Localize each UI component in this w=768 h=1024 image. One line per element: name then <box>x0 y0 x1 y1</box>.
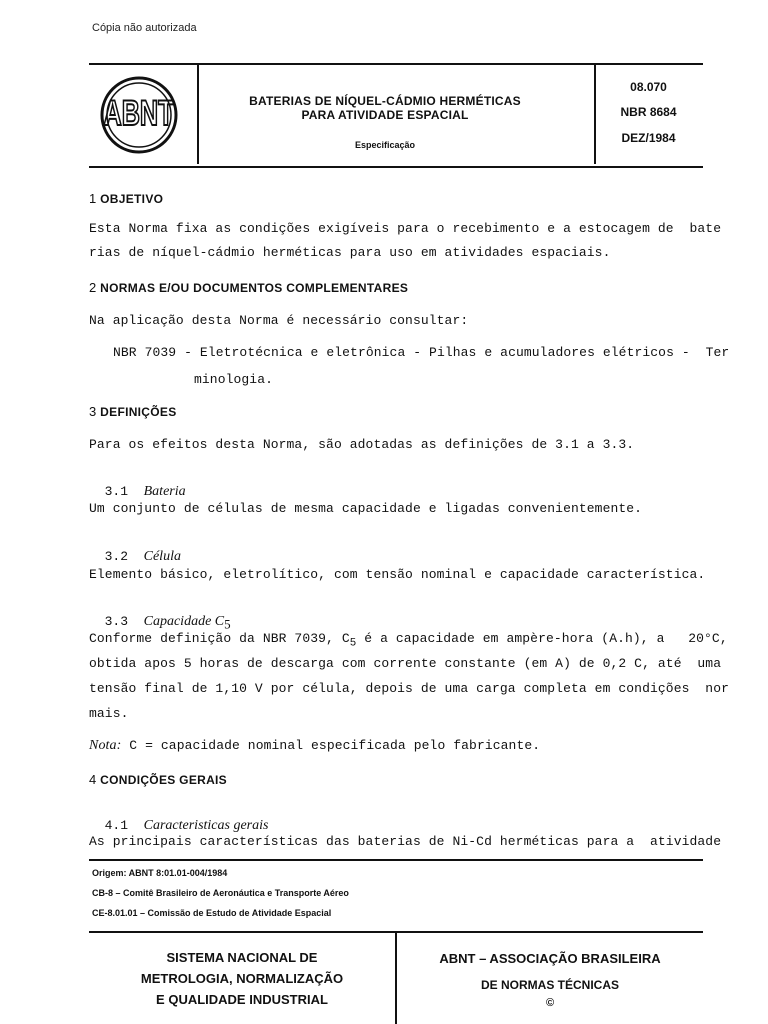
subsection-3-3-heading <box>89 599 231 633</box>
note-label: Nota: <box>89 738 122 753</box>
origin-text: Origem: ABNT 8:01.01-004/1984 <box>92 868 228 878</box>
section-4-heading <box>89 772 227 787</box>
subsection-title: Caracteristicas gerais <box>143 818 269 833</box>
subsection-3-3-line1 <box>89 631 728 650</box>
text-part: é a capacidade em ampère-hora (A.h), a 20°C, <box>356 631 728 646</box>
sinmetro-line3: E QUALIDADE INDUSTRIAL <box>156 992 328 1007</box>
abnt-name-line2: DE NORMAS TÉCNICAS <box>480 978 619 992</box>
sinmetro-line1: SISTEMA NACIONAL DE <box>166 950 318 965</box>
text-part: Conforme definição da NBR 7039, C <box>89 631 350 646</box>
commission-text: CE-8.01.01 – Comissão de Estudo de Atividade Espacial <box>92 908 332 918</box>
reference-nbr-7039: NBR 7039 - Eletrotécnica e eletrônica - Pilhas e acumuladores elétricos - Ter <box>113 345 730 360</box>
subsection-3-2-text: Elemento básico, eletrolítico, com tensão nominal e capacidade característica. <box>89 567 706 582</box>
subscript: 5 <box>349 637 357 650</box>
section-1-heading <box>89 191 163 206</box>
section-number: 3 <box>89 404 97 419</box>
section-number: 1 <box>89 191 97 206</box>
subsection-number: 3.1 <box>104 484 129 499</box>
section-number: 4 <box>89 772 97 787</box>
subsection-4-1-heading <box>89 803 268 834</box>
section-1-line1: Esta Norma fixa as condições exigíveis para o recebimento e a estocagem de bate <box>89 221 722 236</box>
note-text: C = capacidade nominal especificada pelo fabricante. <box>121 738 541 753</box>
subsection-number: 3.2 <box>104 549 129 564</box>
section-1-line2: rias de níquel-cádmio herméticas para uso em atividades espaciais. <box>89 245 611 260</box>
section-title: NORMAS E/OU DOCUMENTOS COMPLEMENTARES <box>100 281 409 295</box>
subsection-4-1-text: As principais características das baterias de Ni-Cd herméticas para a atividade <box>89 834 722 849</box>
document-date: DEZ/1984 <box>621 131 676 145</box>
section-2-heading <box>89 280 408 295</box>
subscript: 5 <box>224 616 231 632</box>
subsection-3-3-line3: tensão final de 1,10 V por célula, depois de uma carga completa em condições nor <box>89 681 730 696</box>
section-title: OBJETIVO <box>100 192 164 206</box>
section-title: CONDIÇÕES GERAIS <box>100 773 227 787</box>
watermark-text: Cópia não autorizada <box>92 22 197 34</box>
subsection-3-3-line2: obtida apos 5 horas de descarga com corrente constante (em A) de 0,2 C, até uma <box>89 656 722 671</box>
document-title-line1: BATERIAS DE NÍQUEL-CÁDMIO HERMÉTICAS <box>249 94 521 108</box>
document-code-number: 08.070 <box>630 80 667 94</box>
abnt-name-line1: ABNT – ASSOCIAÇÃO BRASILEIRA <box>439 951 661 966</box>
subsection-3-3-line4: mais. <box>89 706 129 721</box>
logo-lettering: ABNT <box>103 94 174 134</box>
section-3-heading <box>89 404 177 419</box>
committee-text: CB-8 – Comitê Brasileiro de Aeronáutica e Transporte Aéreo <box>92 888 349 898</box>
footer-rule-top <box>89 859 703 861</box>
section-3-line1: Para os efeitos desta Norma, são adotadas as definições de 3.1 a 3.3. <box>89 437 635 452</box>
note <box>89 738 540 754</box>
logo-cell <box>89 65 199 164</box>
subsection-title: Bateria <box>143 484 186 499</box>
subsection-number: 3.3 <box>104 614 129 629</box>
section-number: 2 <box>89 280 97 295</box>
reference-nbr-7039-cont: minologia. <box>194 372 274 387</box>
subsection-3-1-heading <box>89 469 186 500</box>
document-nbr-code: NBR 8684 <box>620 105 677 119</box>
section-title: DEFINIÇÕES <box>100 405 177 419</box>
subsection-3-2-heading <box>89 534 181 565</box>
copyright-symbol: © <box>545 997 555 1009</box>
subsection-3-1-text: Um conjunto de células de mesma capacidade e ligadas convenientemente. <box>89 501 643 516</box>
subsection-number: 4.1 <box>104 818 129 833</box>
document-subtitle: Especificação <box>354 140 416 150</box>
abnt-logo <box>89 65 195 164</box>
section-2-line1: Na aplicação desta Norma é necessário consultar: <box>89 313 469 328</box>
sinmetro-line2: METROLOGIA, NORMALIZAÇÃO <box>140 971 344 986</box>
document-title-line2: PARA ATIVIDADE ESPACIAL <box>301 108 469 122</box>
subsection-title: Capacidade C <box>143 614 225 629</box>
subsection-title: Célula <box>143 549 181 564</box>
